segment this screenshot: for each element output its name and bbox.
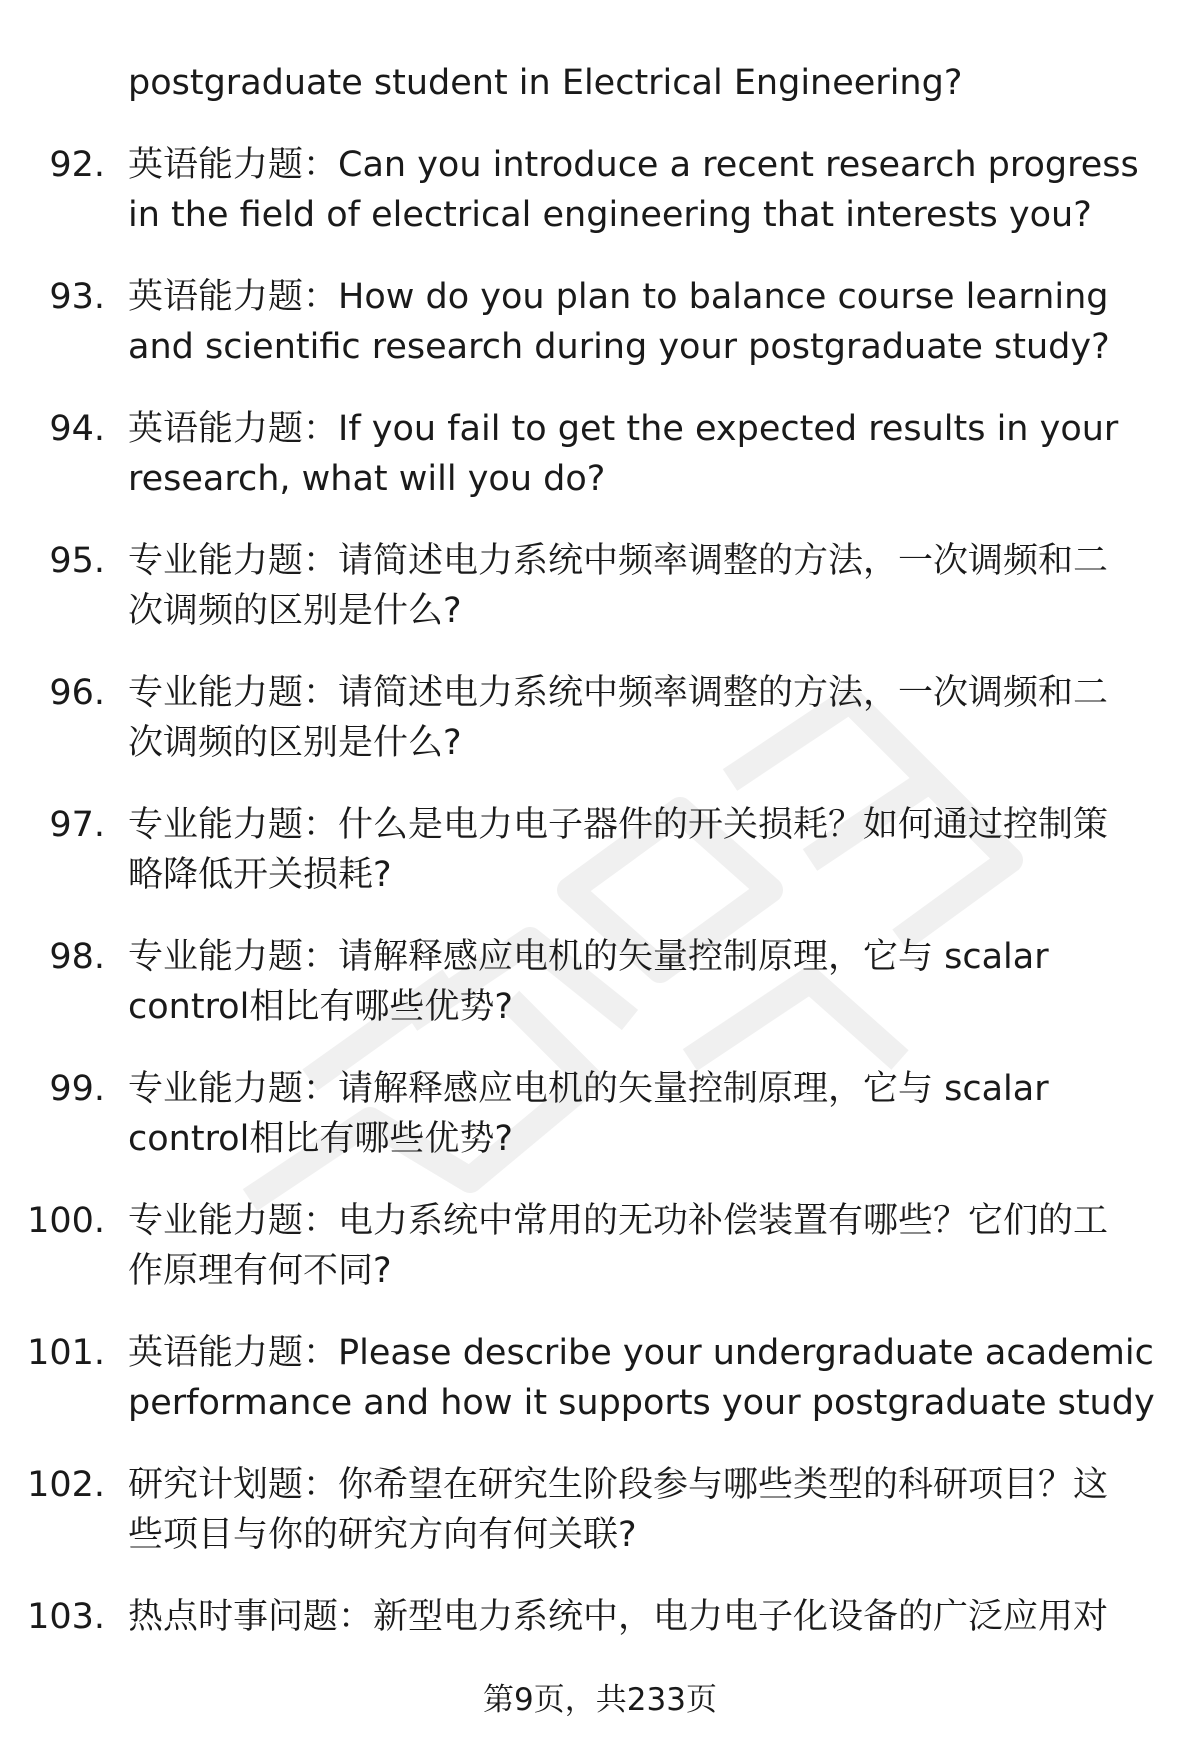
question-line: performance and how it supports your postgraduate study (128, 1383, 1155, 1423)
question-line: 英语能力题：How do you plan to balance course learning (128, 277, 1109, 317)
question-line: 专业能力题：请简述电力系统中频率调整的方法，一次调频和二 (128, 673, 1109, 713)
question-line: 热点时事问题：新型电力系统中，电力电子化设备的广泛应用对 (128, 1597, 1109, 1637)
question-line: 研究计划题：你希望在研究生阶段参与哪些类型的科研项目？这 (128, 1465, 1109, 1505)
question-line: 次调频的区别是什么? (128, 591, 462, 631)
question-number: 103. (27, 1597, 105, 1637)
question-text (128, 1328, 1155, 1428)
question-text (128, 800, 1138, 900)
question-text (128, 1196, 1138, 1296)
question-text (128, 140, 1138, 240)
question-list (0, 140, 1200, 1724)
question-number: 97. (49, 805, 105, 845)
list-item (0, 404, 1200, 536)
question-line: 英语能力题：If you fail to get the expected results in your (128, 409, 1119, 449)
question-text (128, 536, 1138, 636)
question-line: control相比有哪些优势? (128, 987, 513, 1027)
question-text (128, 1460, 1138, 1560)
list-item (0, 140, 1200, 272)
question-number: 98. (49, 937, 105, 977)
question-line: 专业能力题：请简述电力系统中频率调整的方法，一次调频和二 (128, 541, 1109, 581)
question-line: control相比有哪些优势? (128, 1119, 513, 1159)
list-item (0, 1064, 1200, 1196)
question-line: 专业能力题：什么是电力电子器件的开关损耗？如何通过控制策 (128, 805, 1109, 845)
question-number: 94. (49, 409, 105, 449)
question-line: 次调频的区别是什么? (128, 723, 462, 763)
question-number: 101. (27, 1333, 105, 1373)
question-number: 102. (27, 1465, 105, 1505)
question-line: 专业能力题：电力系统中常用的无功补偿装置有哪些？它们的工 (128, 1201, 1109, 1241)
list-item (0, 800, 1200, 932)
question-text (128, 1064, 1138, 1164)
list-item (0, 932, 1200, 1064)
question-line: 略降低开关损耗? (128, 855, 392, 895)
question-line: 英语能力题：Please describe your undergraduate academic (128, 1333, 1154, 1373)
list-item (0, 1460, 1200, 1592)
question-line: 专业能力题：请解释感应电机的矢量控制原理，它与 scalar (128, 1069, 1049, 1109)
question-line: 英语能力题：Can you introduce a recent research progress (128, 145, 1139, 185)
list-item (0, 1196, 1200, 1328)
question-line: 些项目与你的研究方向有何关联? (128, 1515, 637, 1555)
list-item (0, 1328, 1200, 1460)
question-line: and scientific research during your postgraduate study? (128, 327, 1110, 367)
list-item (0, 272, 1200, 404)
question-number: 100. (27, 1201, 105, 1241)
question-number: 93. (49, 277, 105, 317)
question-number: 95. (49, 541, 105, 581)
question-text (128, 272, 1138, 372)
question-line: research, what will you do? (128, 459, 606, 499)
list-item (0, 668, 1200, 800)
question-line: 专业能力题：请解释感应电机的矢量控制原理，它与 scalar (128, 937, 1049, 977)
page-footer: 第9页，共233页 (483, 1682, 717, 1718)
question-text (128, 404, 1138, 504)
question-number: 99. (49, 1069, 105, 1109)
question-number: 96. (49, 673, 105, 713)
question-text (128, 932, 1138, 1032)
question-line: in the field of electrical engineering that interests you? (128, 195, 1092, 235)
continuation-line: postgraduate student in Electrical Engineering? (128, 63, 963, 103)
question-number: 92. (49, 145, 105, 185)
question-line: 作原理有何不同? (128, 1251, 392, 1291)
list-item (0, 536, 1200, 668)
question-text (128, 668, 1138, 768)
question-text (128, 1592, 1138, 1642)
